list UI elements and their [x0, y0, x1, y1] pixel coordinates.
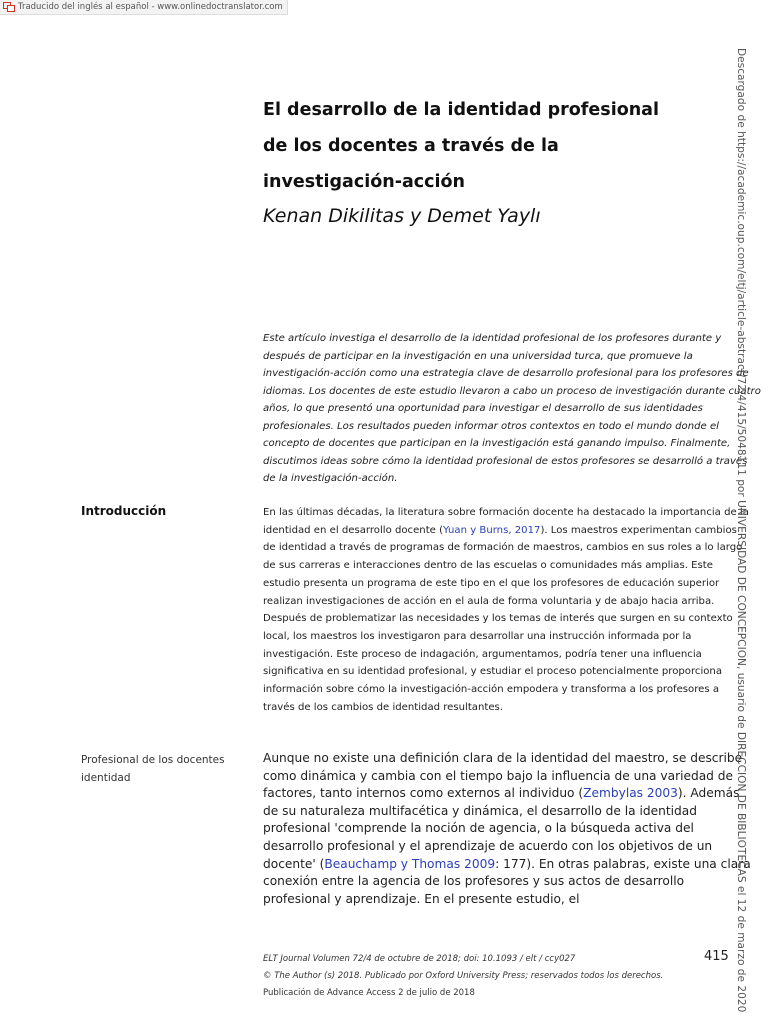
text-line — [263, 750, 743, 768]
text-run: En las últimas décadas, la literatura sobre formación docente ha destacado la importancia de la — [263, 507, 749, 518]
text-line — [263, 522, 737, 540]
download-note-text: Descargado de https://academic.oup.com/eltj/article-abstract/72/4/415/5048111 por UNIVERSIDAD DE CONCEPCION, usuario de DIRECCION DE BIBLIOTECAS el 12 de marzo de 2020 — [735, 48, 747, 1013]
text-run: como dinámica y cambia con el tiempo bajo la influencia de una variedad de — [263, 768, 734, 783]
citation-link[interactable]: Zembylas 2003 — [583, 786, 678, 801]
text-run: estudio presenta un programa de este tipo en el que los profesores de educación superior — [263, 577, 720, 589]
abstract-line: investigación-acción como una estrategia clave de desarrollo profesional para los profesores de — [263, 368, 749, 379]
text-run: docente' ( — [263, 856, 325, 871]
text-line — [263, 504, 749, 522]
article-title-line: de los docentes a través de la — [263, 136, 559, 156]
text-line — [263, 803, 723, 821]
identity-heading-line: identidad — [81, 771, 131, 784]
citation-link[interactable]: Yuan y Burns, 2017 — [443, 524, 541, 536]
advance-access-note: Publicación de Advance Access 2 de julio de 2018 — [263, 988, 475, 998]
identity-section-heading — [81, 752, 251, 787]
abstract-line: concepto de docentes que participan en la investigación está ganando impulso. Finalmente, — [263, 438, 731, 449]
text-run: de su naturaleza multifacética y dinámica, el desarrollo de la identidad — [263, 803, 697, 818]
article-authors: Kenan Dikilitas y Demet Yaylı — [263, 205, 541, 227]
text-run: ). Además — [677, 786, 740, 801]
text-run: factores, tanto internos como externos al individuo ( — [263, 786, 584, 801]
text-line — [263, 610, 733, 628]
text-run: conexión entre la agencia de los profesores y sus actos de desarrollo — [263, 874, 685, 889]
copyright-notice: © The Author (s) 2018. Publicado por Oxford University Press; reservados todos los derechos. — [263, 971, 664, 981]
article-title — [263, 92, 683, 200]
text-run: través de los cambios de identidad resultantes. — [263, 701, 504, 713]
text-line — [263, 663, 723, 681]
download-note — [733, 48, 747, 1013]
text-line — [263, 699, 723, 717]
text-line — [263, 575, 723, 593]
abstract-line: de la investigación-acción. — [263, 473, 398, 484]
text-run: información sobre cómo la investigación-acción empodera y transforma a los profesores a — [263, 684, 720, 696]
text-run: realizan investigaciones de acción en el aula de forma voluntaria y de abajo hacia arriba. — [263, 595, 715, 607]
page-number: 415 — [704, 949, 729, 964]
text-run: Aunque no existe una definición clara de la identidad del maestro, se describe — [263, 751, 743, 765]
text-line — [263, 628, 723, 646]
text-run: de identidad a través de programas de formación de maestros, cambios en sus roles a lo largo — [263, 542, 743, 554]
text-run: : 177). En otras palabras, existe una clara — [495, 856, 751, 871]
text-line — [263, 646, 723, 664]
text-line — [263, 838, 723, 856]
abstract-line: años, lo que presentó una oportunidad para investigar el desarrollo de sus identidades — [263, 403, 703, 414]
text-line — [263, 873, 723, 891]
text-run: de sus carreras e interacciones dentro de las escuelas o comunidades más amplias. Este — [263, 560, 713, 572]
introduction-heading: Introducción — [81, 504, 167, 518]
translator-logo-icon — [3, 2, 15, 12]
text-line — [263, 539, 743, 557]
abstract — [263, 330, 761, 488]
text-line — [263, 593, 723, 611]
abstract-line: discutimos ideas sobre cómo la identidad profesional de estos profesores se desarrolló a través — [263, 455, 748, 467]
citation-link[interactable]: Beauchamp y Thomas 2009 — [324, 856, 496, 871]
text-line — [263, 856, 751, 874]
text-line — [263, 681, 723, 699]
text-run: investigación. Este proceso de indagación, argumentamos, podría tener una influencia — [263, 648, 702, 660]
text-line — [263, 891, 723, 909]
article-title-line: investigación-acción — [263, 172, 466, 192]
translator-bar-text[interactable]: Traducido del inglés al español - www.onlinedoctranslator.com — [18, 2, 283, 12]
abstract-line: Este artículo investiga el desarrollo de la identidad profesional de los profesores durante y — [263, 333, 722, 344]
text-run: identidad en el desarrollo docente ( — [263, 524, 444, 536]
abstract-line: profesionales. Los resultados pueden informar otros contextos en todo el mundo donde el — [263, 420, 719, 432]
text-run: Después de problematizar las necesidades y los temas de interés que surgen en su contexto — [263, 613, 733, 625]
translator-bar[interactable] — [0, 0, 288, 15]
text-run: profesional 'comprende la noción de agencia, o la búsqueda activa del — [263, 821, 694, 836]
text-line — [263, 785, 740, 803]
text-line — [263, 768, 734, 786]
page-footer — [263, 951, 663, 1002]
text-run: ). Los maestros experimentan cambios — [540, 524, 737, 536]
journal-citation: ELT Journal Volumen 72/4 de octubre de 2018; doi: 10.1093 / elt / ccy027 — [263, 954, 576, 964]
text-run: significativa en su identidad profesional, y estudiar el proceso potencialmente proporciona — [263, 666, 723, 678]
introduction-body — [263, 504, 749, 716]
abstract-line: idiomas. Los docentes de este estudio llevaron a cabo un proceso de investigación durante cuatro — [263, 385, 761, 397]
text-run: profesional y aprendizaje. En el presente estudio, el — [263, 891, 580, 906]
text-line — [263, 820, 723, 838]
abstract-line: después de participar en la investigación en una universidad turca, que promueve la — [263, 350, 693, 362]
identity-heading-line: Profesional de los docentes — [81, 754, 225, 766]
text-run: desarrollo profesional y el aprendizaje de acuerdo con los objetivos de un — [263, 838, 713, 853]
text-line — [263, 557, 723, 575]
article-title-line: El desarrollo de la identidad profesional — [263, 100, 659, 120]
identity-section-body — [263, 750, 751, 908]
text-run: local, los maestros los investigaron para desarrollar una instrucción informada por la — [263, 630, 692, 642]
